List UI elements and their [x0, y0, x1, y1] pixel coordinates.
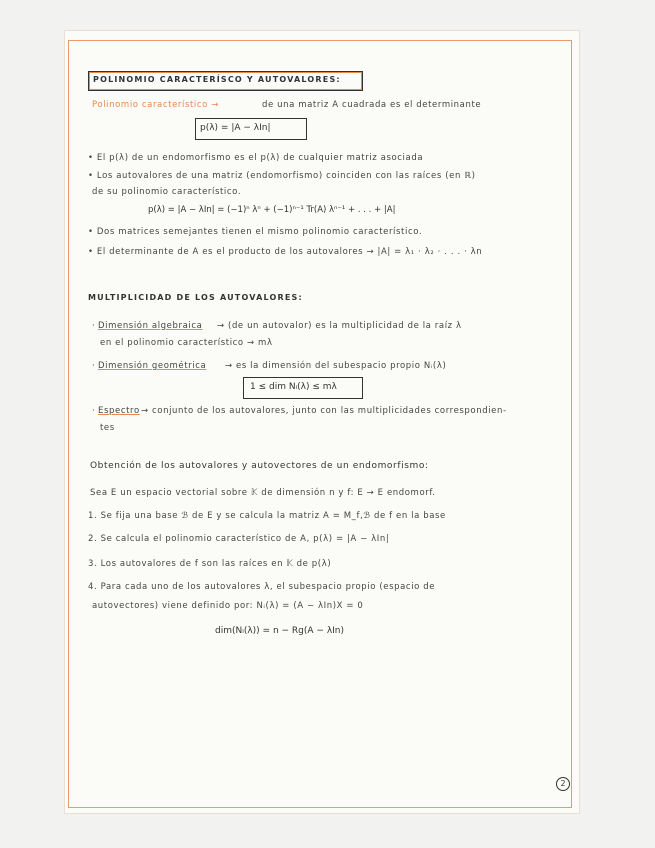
section-title-polynomial: POLINOMIO CARACTERÍSCO Y AUTOVALORES:	[93, 75, 341, 84]
section-title-multiplicity: MULTIPLICIDAD DE LOS AUTOVALORES:	[88, 293, 303, 302]
bullet-endomorphism: • El p(λ) de un endomorfismo es el p(λ) de cualquier matriz asociada	[88, 153, 424, 163]
bullet-determinant: • El determinante de A es el producto de los autovalores → |A| = λ₁ · λ₂ · . . . · λn	[88, 247, 483, 257]
bullet-similar-matrices: • Dos matrices semejantes tienen el mismo polinomio característico.	[88, 227, 423, 237]
bullet-dot-geo: ·	[92, 361, 96, 371]
page-number: 2	[556, 777, 570, 791]
formula-kernel-dimension: dim(Nᵢ(λ)) = n − Rg(A − λIn)	[215, 626, 345, 636]
algebraic-definition-line1: → (de un autovalor) es la multiplicidad de la raíz λ	[217, 321, 462, 331]
step-1: 1. Se fija una base ℬ de E y se calcula la matriz A = M_f,ℬ de f en la base	[88, 511, 446, 521]
bullet-autovalores-line2: de su polinomio característico.	[92, 187, 242, 197]
algebraic-definition-line2: en el polinomio característico → mλ	[100, 338, 273, 348]
step-2: 2. Se calcula el polinomio característico de A, p(λ) = |A − λIn|	[88, 534, 390, 544]
spectrum-definition-line1: → conjunto de los autovalores, junto con las multiplicidades correspondien-	[141, 406, 507, 416]
spectrum-definition-line2: tes	[100, 423, 115, 433]
bullet-dot-alg: ·	[92, 321, 96, 331]
geometric-definition: → es la dimensión del subespacio propio Nᵢ(λ)	[225, 361, 447, 371]
step-4-line1: 4. Para cada uno de los autovalores λ, el subespacio propio (espacio de	[88, 582, 436, 592]
formula-char-poly: p(λ) = |A − λIn|	[200, 123, 271, 133]
term-algebraic-dimension: Dimensión algebraica	[98, 321, 203, 331]
step-3: 3. Los autovalores de f son las raíces en 𝕂 de p(λ)	[88, 559, 332, 569]
term-geometric-dimension: Dimensión geométrica	[98, 361, 207, 371]
definition-text: de una matriz A cuadrada es el determinante	[262, 100, 482, 110]
section-title-procedure: Obtención de los autovalores y autovectores de un endomorfismo:	[90, 461, 429, 471]
term-spectrum: Espectro	[98, 406, 140, 416]
bullet-dot-spec: ·	[92, 406, 96, 416]
formula-expansion: p(λ) = |A − λIn| = (−1)ⁿ λⁿ + (−1)ⁿ⁻¹ Tr(A) λⁿ⁻¹ + . . . + |A|	[148, 205, 396, 215]
term-characteristic-polynomial: Polinomio característico →	[92, 100, 219, 110]
step-4-line2: autovectores) viene definido por: Nᵢ(λ) = (A − λIn)X = 0	[92, 601, 364, 611]
formula-dimension-bounds: 1 ≤ dim Nᵢ(λ) ≤ mλ	[250, 382, 337, 392]
bullet-autovalores-line1: • Los autovalores de una matriz (endomorfismo) coinciden con las raíces (en ℝ)	[88, 171, 476, 181]
procedure-intro: Sea E un espacio vectorial sobre 𝕂 de dimensión n y f: E → E endomorf.	[90, 488, 436, 498]
